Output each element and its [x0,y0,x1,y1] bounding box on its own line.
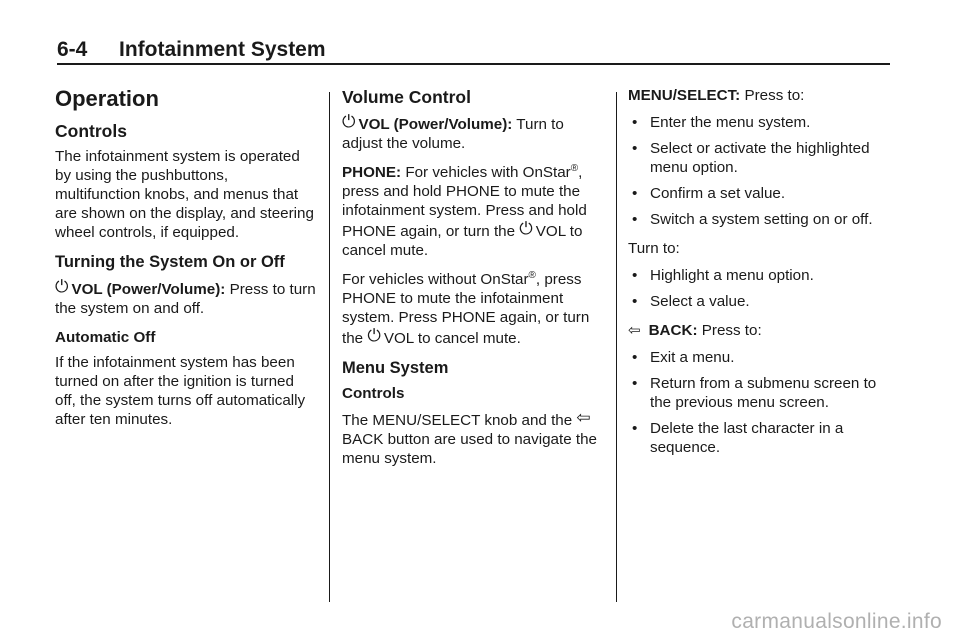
list-item: • Switch a system setting on or off. [632,211,873,228]
registered-mark: ® [570,162,579,174]
phone-text-c: VOL to cancel mute. [342,223,583,259]
column-divider-1 [329,92,330,602]
press-list [628,113,890,229]
page-header [57,38,326,62]
vol-text-2: Turn to adjust the volume. [342,116,564,152]
column-3 [628,86,890,467]
power-icon: ⏻ [55,277,69,296]
turn-list [628,266,890,311]
list-item: • Enter the menu system. [632,114,811,131]
watermark: carmanualsonline.info [731,610,942,633]
header-rule [57,63,890,65]
list-item: • Select or activate the highlighted menu option. [632,140,870,176]
heading-automatic-off: Automatic Off [55,329,156,346]
heading-turning-on-off: Turning the System On or Off [55,253,285,271]
vol-label: VOL (Power/Volume): [71,281,226,298]
turn-to-text: Turn to: [628,240,680,257]
bullet-icon: • [632,267,638,284]
column-divider-2 [616,92,617,602]
back-line [628,321,890,340]
auto-off-paragraph: If the infotainment system has been turned on after the ignition is turned off, the system turns off automatically after ten minutes. [55,354,306,428]
back-list [628,348,890,457]
list-item: • Select a value. [632,293,750,310]
heading-menu-system: Menu System [342,359,449,377]
power-icon: ⏻ [367,326,381,345]
menu-text-a: The MENU/SELECT knob and the [342,412,573,429]
phone-paragraph [342,163,604,260]
vol-label-2: VOL (Power/Volume): [358,116,513,133]
no-onstar-paragraph [342,270,604,348]
column-2 [342,86,604,478]
menu-text-b: BACK button are used to navigate the menu system. [342,431,597,467]
bullet-icon: • [632,185,638,202]
heading-volume-control: Volume Control [342,87,471,107]
back-arrow-icon: ⇦ [576,408,591,427]
bullet-icon: • [632,420,638,437]
phone-label: PHONE: [342,164,402,181]
column-1 [55,86,317,439]
page-number: 6-4 [57,38,88,61]
heading-controls: Controls [55,121,127,141]
power-icon: ⏻ [342,112,356,131]
nonstar-text-b: , press PHONE to mute the infotainment system. Press PHONE again, or turn the [342,271,590,347]
heading-operation: Operation [55,86,159,111]
list-item: • Highlight a menu option. [632,267,814,284]
bullet-icon: • [632,211,638,228]
back-arrow-icon: ⇦ [628,322,641,339]
vol-text: Press to turn the system on and off. [55,281,316,317]
bullet-icon: • [632,375,638,392]
bullet-icon: • [632,140,638,157]
back-press-to-text: Press to: [701,322,762,339]
phone-text-a: For vehicles with OnStar [405,164,571,181]
bullet-icon: • [632,114,638,131]
menu-paragraph [342,409,604,468]
list-item: • Confirm a set value. [632,185,786,202]
heading-controls-2: Controls [342,385,405,402]
vol-paragraph-2 [342,113,604,153]
menu-select-line [628,86,890,105]
list-item: • Return from a submenu screen to the previous menu screen. [632,375,877,411]
nonstar-text-c: VOL to cancel mute. [383,330,521,347]
section-title: Infotainment System [119,38,326,61]
list-item: • Exit a menu. [632,349,735,366]
bullet-icon: • [632,293,638,310]
vol-paragraph [55,278,317,318]
menu-select-label: MENU/SELECT: [628,87,741,104]
nonstar-text-a: For vehicles without OnStar [342,271,529,288]
list-item: • Delete the last character in a sequence. [632,420,844,456]
controls-paragraph: The infotainment system is operated by using the pushbuttons, multifunction knobs, and menus that are shown on the display, and steering wheel controls, if equipped. [55,148,314,241]
registered-mark: ® [528,269,536,281]
press-to-text: Press to: [744,87,805,104]
power-icon: ⏻ [519,219,533,238]
bullet-icon: • [632,349,638,366]
phone-text-b: , press and hold PHONE to mute the infotainment system. Press and hold PHONE again, or turn the [342,164,587,240]
back-label: BACK: [648,322,698,339]
